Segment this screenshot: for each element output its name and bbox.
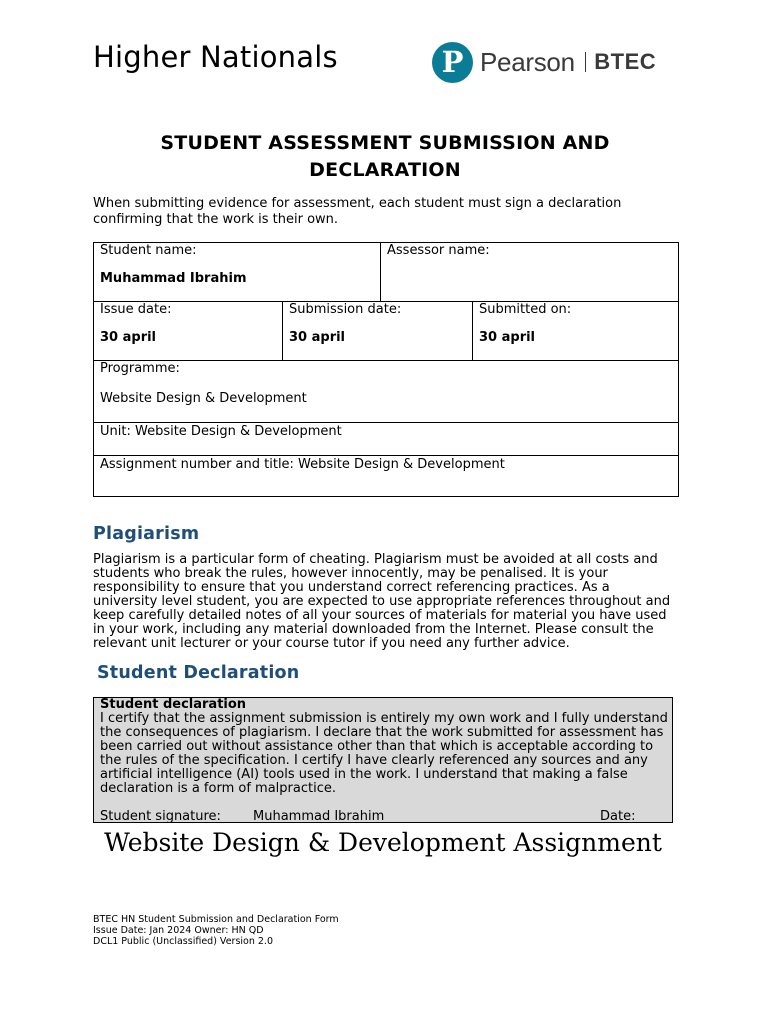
issue-date-value[interactable]: 30 april bbox=[100, 330, 157, 345]
footer-line1: BTEC HN Student Submission and Declaration Form bbox=[93, 914, 339, 925]
programme-value[interactable]: Website Design & Development bbox=[100, 391, 307, 406]
signature-label: Student signature: bbox=[100, 809, 221, 824]
header-title: Higher Nationals bbox=[93, 40, 338, 74]
assessor-name-label: Assessor name: bbox=[387, 243, 490, 258]
footer-line2: Issue Date: Jan 2024 Owner: HN QD bbox=[93, 925, 264, 936]
submission-form-table bbox=[93, 242, 679, 497]
date-label: Date: bbox=[600, 809, 636, 824]
document-title-line2: DECLARATION bbox=[309, 159, 461, 181]
submitted-on-label: Submitted on: bbox=[479, 302, 572, 317]
pearson-p-letter: P bbox=[441, 44, 464, 79]
plagiarism-heading: Plagiarism bbox=[93, 524, 200, 544]
student-declaration-heading: Student Declaration bbox=[97, 663, 300, 683]
signature-value[interactable]: Muhammad Ibrahim bbox=[253, 809, 385, 824]
submitted-on-cell bbox=[473, 302, 679, 361]
plagiarism-body: Plagiarism is a particular form of cheating. Plagiarism must be avoided at all costs and students who break the rules, however innocently, may be penalised. It is your responsibility to ensure that you understand correct referencing practices. As a university level student, you are expected to use appropriate references throughout and keep carefully detailed notes of all your sources of materials for material you have used in your work, including any material downloaded from the Internet. Please consult the relevant unit lecturer or your course tutor if you need any further advice. bbox=[93, 552, 671, 651]
declaration-body: I certify that the assignment submission is entirely my own work and I fully understand the consequences of plagiarism. I declare that the work submitted for assessment has been carried out without assistance other than that which is acceptable according to the rules of the specification. I certify I have clearly referenced any sources and any artificial intelligence (AI) tools used in the work. I understand that making a false declaration is a form of malpractice. bbox=[100, 711, 668, 796]
assignment-value[interactable]: Assignment number and title: Website Design & Development bbox=[100, 457, 505, 472]
logo-separator bbox=[585, 52, 587, 72]
unit-value[interactable]: Unit: Website Design & Development bbox=[100, 424, 342, 439]
submission-date-value[interactable]: 30 april bbox=[289, 330, 346, 345]
programme-cell bbox=[94, 361, 679, 423]
document-title-line1: STUDENT ASSESSMENT SUBMISSION AND bbox=[160, 132, 610, 154]
intro-text: When submitting evidence for assessment, each student must sign a declaration confirming that the work is their own. bbox=[93, 196, 622, 227]
assignment-title: Website Design & Development Assignment bbox=[104, 828, 662, 857]
pearson-wordmark: Pearson bbox=[480, 46, 575, 77]
footer-line3: DCL1 Public (Unclassified) Version 2.0 bbox=[93, 936, 273, 947]
submitted-on-value[interactable]: 30 april bbox=[479, 330, 536, 345]
pearson-p-icon bbox=[432, 42, 473, 83]
issue-date-cell bbox=[94, 302, 283, 361]
assignment-cell bbox=[94, 456, 679, 497]
student-name-label: Student name: bbox=[100, 243, 197, 258]
programme-label: Programme: bbox=[100, 361, 180, 376]
unit-cell bbox=[94, 423, 679, 456]
submission-date-cell bbox=[283, 302, 473, 361]
footer bbox=[93, 914, 339, 947]
assessor-name-cell bbox=[381, 243, 679, 302]
declaration-box-heading: Student declaration bbox=[100, 697, 247, 712]
student-name-value[interactable]: Muhammad Ibrahim bbox=[100, 271, 247, 286]
pearson-btec-logo bbox=[432, 40, 656, 84]
document-title bbox=[93, 130, 677, 184]
student-name-cell bbox=[94, 243, 381, 302]
submission-date-label: Submission date: bbox=[289, 302, 402, 317]
btec-wordmark: BTEC bbox=[594, 49, 657, 74]
signature-row bbox=[100, 810, 668, 824]
issue-date-label: Issue date: bbox=[100, 302, 172, 317]
declaration-box bbox=[93, 697, 673, 823]
